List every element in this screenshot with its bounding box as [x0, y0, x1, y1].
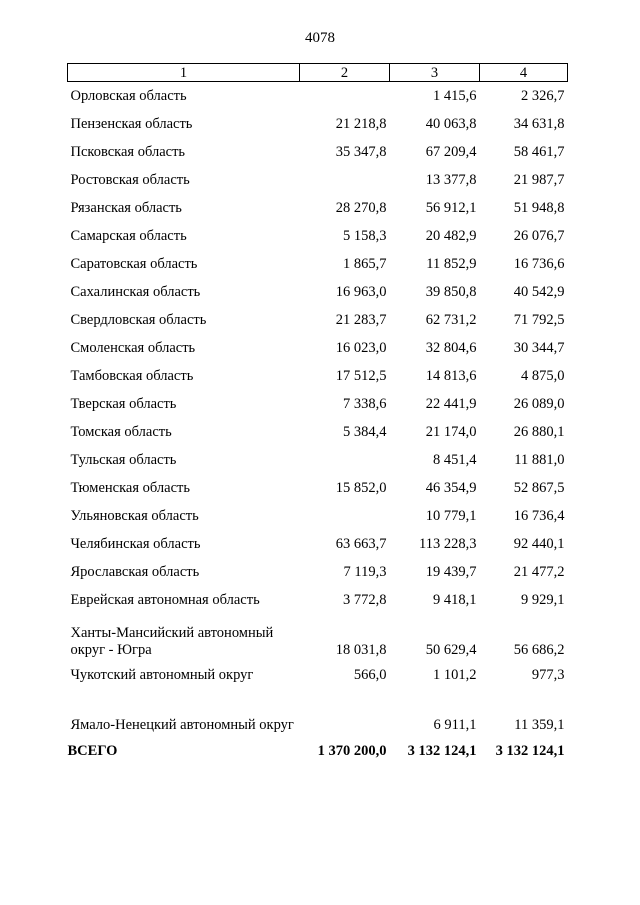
value-col-4: 51 948,8 — [513, 199, 565, 216]
region-name: Еврейская автономная область — [70, 591, 260, 608]
value-col-3: 67 209,4 — [425, 143, 477, 160]
value-col-4: 56 686,2 — [513, 642, 565, 658]
value-col-3: 14 813,6 — [425, 367, 477, 384]
region-name: Самарская область — [70, 227, 187, 244]
value-col-2: 17 512,5 — [335, 367, 387, 384]
value-col-2: 3 772,8 — [343, 591, 387, 608]
table-row — [68, 362, 568, 390]
value-col-4: 58 461,7 — [513, 143, 565, 160]
value-col-2: 35 347,8 — [335, 143, 387, 160]
column-header: 2 — [300, 64, 390, 82]
region-name: Сахалинская область — [70, 283, 201, 300]
column-header: 1 — [68, 64, 300, 82]
value-col-2 — [300, 689, 390, 736]
region-name: Тульская область — [70, 451, 177, 468]
table-header-row — [68, 64, 568, 82]
region-name: Свердловская область — [70, 311, 207, 328]
column-header: 3 — [390, 64, 480, 82]
value-col-3: 9 418,1 — [433, 591, 477, 608]
value-col-3: 19 439,7 — [425, 563, 477, 580]
value-col-3: 50 629,4 — [425, 642, 477, 658]
value-col-2 — [300, 166, 390, 194]
region-name: Пензенская область — [70, 115, 193, 132]
value-col-3: 21 174,0 — [425, 423, 477, 440]
value-col-4: 21 477,2 — [513, 563, 565, 580]
total-col-4: 3 132 124,1 — [495, 742, 565, 759]
region-name: Ямало-Ненецкий автономный округ — [70, 717, 294, 733]
value-col-2: 21 218,8 — [335, 115, 387, 132]
value-col-3: 22 441,9 — [425, 395, 477, 412]
table-row — [68, 446, 568, 474]
region-name: Рязанская область — [70, 199, 182, 216]
column-header: 4 — [480, 64, 568, 82]
value-col-4: 71 792,5 — [513, 311, 565, 328]
value-col-2: 15 852,0 — [335, 479, 387, 496]
value-col-4: 11 359,1 — [514, 717, 565, 733]
value-col-4: 40 542,9 — [513, 283, 565, 300]
value-col-2: 5 384,4 — [343, 423, 387, 440]
region-name: Ярославская область — [70, 563, 200, 580]
region-name: Смоленская область — [70, 339, 196, 356]
region-name: Ханты-Мансийский автономный округ - Югра — [70, 625, 274, 658]
value-col-3: 113 228,3 — [419, 535, 477, 552]
value-col-4: 92 440,1 — [513, 535, 565, 552]
table-row — [68, 558, 568, 586]
region-name: Ульяновская область — [70, 507, 199, 524]
total-label: ВСЕГО — [67, 742, 118, 759]
region-name: Тюменская область — [70, 479, 190, 496]
value-col-4: 26 089,0 — [513, 395, 565, 412]
value-col-4: 26 076,7 — [513, 227, 565, 244]
value-col-3: 32 804,6 — [425, 339, 477, 356]
value-col-3: 1 415,6 — [433, 87, 477, 104]
value-col-4: 21 987,7 — [513, 171, 565, 188]
value-col-4: 4 875,0 — [521, 367, 565, 384]
value-col-3: 6 911,1 — [433, 717, 477, 733]
table-row — [68, 474, 568, 502]
value-col-4: 977,3 — [531, 666, 565, 683]
value-col-2 — [300, 446, 390, 474]
value-col-3: 62 731,2 — [425, 311, 477, 328]
value-col-2: 63 663,7 — [335, 535, 387, 552]
value-col-3: 1 101,2 — [433, 666, 477, 683]
table-row — [68, 250, 568, 278]
total-col-3: 3 132 124,1 — [407, 742, 477, 759]
value-col-2: 1 865,7 — [343, 255, 387, 272]
value-col-2: 7 119,3 — [343, 563, 387, 580]
table-header — [68, 64, 568, 82]
value-col-4: 2 326,7 — [521, 87, 565, 104]
value-col-2: 566,0 — [353, 666, 387, 683]
table-row — [68, 194, 568, 222]
region-name: Томская область — [70, 423, 172, 440]
value-col-4: 9 929,1 — [521, 591, 565, 608]
value-col-3: 46 354,9 — [425, 479, 477, 496]
value-col-4: 16 736,6 — [513, 255, 565, 272]
value-col-3: 20 482,9 — [425, 227, 477, 244]
region-name: Ростовская область — [70, 171, 190, 188]
total-col-2: 1 370 200,0 — [317, 742, 387, 759]
value-col-3: 13 377,8 — [425, 171, 477, 188]
value-col-2: 5 158,3 — [343, 227, 387, 244]
table-row — [68, 278, 568, 306]
table-row — [68, 502, 568, 530]
table-row — [68, 689, 568, 736]
value-col-4: 26 880,1 — [513, 423, 565, 440]
table-row — [68, 222, 568, 250]
value-col-3: 11 852,9 — [426, 255, 477, 272]
value-col-4: 30 344,7 — [513, 339, 565, 356]
table-row — [68, 530, 568, 558]
table-row — [68, 110, 568, 138]
value-col-4: 16 736,4 — [513, 507, 565, 524]
region-name: Тамбовская область — [70, 367, 194, 384]
region-name: Тверская область — [70, 395, 177, 412]
table-row — [68, 166, 568, 194]
table-row — [68, 418, 568, 446]
value-col-2: 21 283,7 — [335, 311, 387, 328]
value-col-4: 11 881,0 — [514, 451, 565, 468]
region-name: Чукотский автономный округ — [70, 666, 254, 683]
value-col-2: 28 270,8 — [335, 199, 387, 216]
table-row — [68, 586, 568, 614]
value-col-2: 16 963,0 — [335, 283, 387, 300]
table-row — [68, 138, 568, 166]
region-name: Саратовская область — [70, 255, 198, 272]
region-name: Челябинская область — [70, 535, 201, 552]
value-col-2: 16 023,0 — [335, 339, 387, 356]
value-col-2 — [300, 82, 390, 111]
value-col-3: 8 451,4 — [433, 451, 477, 468]
region-name: Псковская область — [70, 143, 186, 160]
value-col-2: 18 031,8 — [335, 642, 387, 658]
table-row — [68, 614, 568, 661]
value-col-3: 10 779,1 — [425, 507, 477, 524]
table-row — [68, 661, 568, 689]
value-col-3: 39 850,8 — [425, 283, 477, 300]
table-row — [68, 82, 568, 111]
region-name: Орловская область — [70, 87, 187, 104]
value-col-4: 52 867,5 — [513, 479, 565, 496]
budget-table — [67, 63, 568, 766]
table-row — [68, 306, 568, 334]
value-col-3: 40 063,8 — [425, 115, 477, 132]
table-row — [68, 334, 568, 362]
table-row — [68, 390, 568, 418]
total-row — [68, 736, 568, 766]
table-body — [68, 82, 568, 767]
value-col-4: 34 631,8 — [513, 115, 565, 132]
value-col-2: 7 338,6 — [343, 395, 387, 412]
page-number: 4078 — [305, 30, 335, 46]
value-col-3: 56 912,1 — [425, 199, 477, 216]
value-col-2 — [300, 502, 390, 530]
